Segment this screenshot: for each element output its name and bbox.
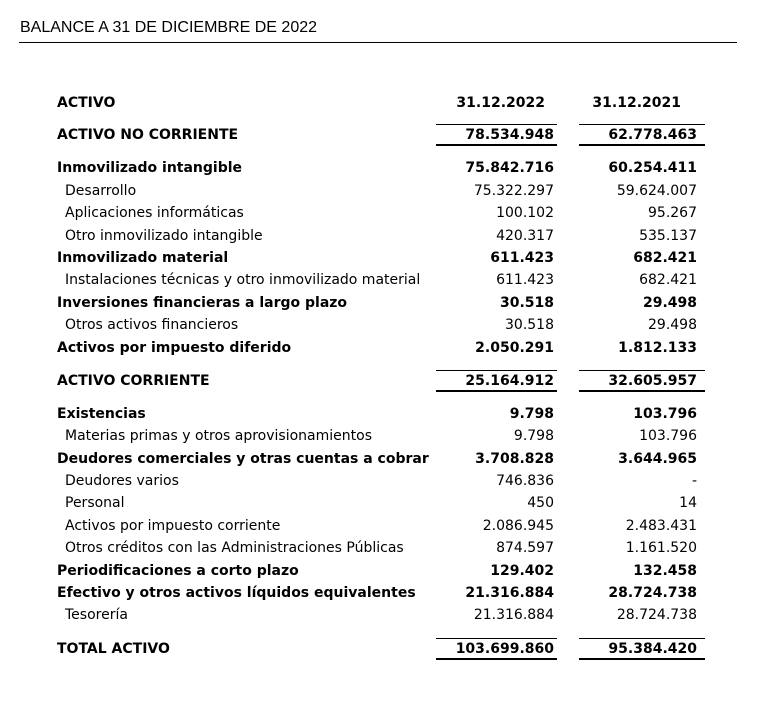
row-label: Aplicaciones informáticas <box>65 205 244 222</box>
row-label: Otros créditos con las Administraciones Públicas <box>65 540 404 557</box>
row-label: Deudores varios <box>65 473 179 490</box>
row-value-2022: 420.317 <box>496 227 554 244</box>
total-value-2022: 103.699.860 <box>455 640 554 657</box>
section-value-2021: 62.778.463 <box>608 127 697 144</box>
row-label: Materias primas y otros aprovisionamientos <box>65 428 372 445</box>
row-label: Desarrollo <box>65 182 137 199</box>
row-value-2022: 21.316.884 <box>473 607 554 624</box>
row-label: Efectivo y otros activos líquidos equivalentes <box>57 585 416 602</box>
row-value-2021: 29.498 <box>642 294 697 311</box>
row-value-2022: 129.402 <box>490 562 554 579</box>
row-label: Deudores comerciales y otras cuentas a cobrar <box>57 450 429 467</box>
document-title: BALANCE A 31 DE DICIEMBRE DE 2022 <box>20 19 318 36</box>
row-value-2022: 100.102 <box>496 205 554 222</box>
row-value-2022: 21.316.884 <box>465 585 554 602</box>
row-value-2021: 535.137 <box>639 227 697 244</box>
row-value-2022: 30.518 <box>505 317 554 334</box>
table-row <box>57 604 707 626</box>
section-label: ACTIVO CORRIENTE <box>57 372 210 389</box>
table-row <box>57 470 707 492</box>
header-col-2022: 31.12.2022 <box>456 95 545 111</box>
section-value-2022: 78.534.948 <box>465 127 554 144</box>
header-col-2021: 31.12.2021 <box>592 95 681 111</box>
section-value-2022: 25.164.912 <box>465 372 554 389</box>
total-value-2021: 95.384.420 <box>608 640 697 657</box>
row-label: Inversiones financieras a largo plazo <box>57 294 348 311</box>
row-value-2022: 611.423 <box>496 272 554 289</box>
row-value-2022: 9.798 <box>513 428 554 445</box>
row-label: Activos por impuesto diferido <box>57 339 292 356</box>
row-value-2021: 59.624.007 <box>616 182 697 199</box>
row-value-2021: 95.267 <box>648 205 697 222</box>
table-row <box>57 292 707 314</box>
table-header-row <box>57 92 707 114</box>
table-row <box>57 314 707 336</box>
row-label: Otro inmovilizado intangible <box>65 227 263 244</box>
total-activo-row <box>57 638 707 660</box>
row-value-2021: 29.498 <box>648 317 697 334</box>
row-value-2021: 1.812.133 <box>618 339 697 356</box>
table-row <box>57 448 707 470</box>
section-label: ACTIVO NO CORRIENTE <box>57 127 239 144</box>
row-label: Inmovilizado material <box>57 249 229 266</box>
row-value-2021: 14 <box>679 495 697 512</box>
table-row <box>57 157 707 179</box>
row-value-2022: 746.836 <box>496 473 554 490</box>
row-label: Instalaciones técnicas y otro inmovilizado material <box>65 272 421 289</box>
balance-table <box>57 92 707 660</box>
row-value-2021: 682.421 <box>633 249 697 266</box>
row-value-2022: 874.597 <box>496 540 554 557</box>
row-value-2022: 75.322.297 <box>473 182 554 199</box>
row-value-2021: 60.254.411 <box>608 160 697 177</box>
row-value-2021: 103.796 <box>639 428 697 445</box>
header-activo: ACTIVO <box>57 95 116 111</box>
row-label: Activos por impuesto corriente <box>65 517 281 534</box>
row-value-2022: 450 <box>527 495 554 512</box>
row-value-2021: 2.483.431 <box>625 517 697 534</box>
row-label: Otros activos financieros <box>65 317 239 334</box>
table-row <box>57 537 707 559</box>
table-row <box>57 425 707 447</box>
table-row <box>57 337 707 359</box>
row-value-2022: 9.798 <box>509 405 554 422</box>
section-value-2021: 32.605.957 <box>608 372 697 389</box>
row-value-2022: 2.086.945 <box>482 517 554 534</box>
row-value-2021: - <box>691 473 697 490</box>
row-value-2021: 103.796 <box>633 405 697 422</box>
table-row <box>57 582 707 604</box>
row-value-2022: 3.708.828 <box>475 450 554 467</box>
section-activo-corriente <box>57 370 707 392</box>
row-label: Existencias <box>57 405 146 422</box>
row-value-2021: 28.724.738 <box>616 607 697 624</box>
row-value-2022: 30.518 <box>499 294 554 311</box>
total-label: TOTAL ACTIVO <box>57 640 170 657</box>
row-value-2021: 1.161.520 <box>625 540 697 557</box>
section-activo-no-corriente <box>57 124 707 146</box>
row-label: Personal <box>65 495 125 512</box>
table-row <box>57 247 707 269</box>
table-row <box>57 269 707 291</box>
row-value-2022: 75.842.716 <box>465 160 554 177</box>
row-value-2021: 3.644.965 <box>618 450 697 467</box>
row-label: Inmovilizado intangible <box>57 160 243 177</box>
title-underline <box>19 42 737 43</box>
row-value-2022: 2.050.291 <box>475 339 554 356</box>
row-label: Periodificaciones a corto plazo <box>57 562 299 579</box>
row-value-2022: 611.423 <box>490 249 554 266</box>
table-row <box>57 180 707 202</box>
row-value-2021: 132.458 <box>633 562 697 579</box>
table-row <box>57 202 707 224</box>
table-row <box>57 403 707 425</box>
table-row <box>57 492 707 514</box>
row-label: Tesorería <box>65 607 128 624</box>
table-row <box>57 560 707 582</box>
table-row <box>57 225 707 247</box>
row-value-2021: 682.421 <box>639 272 697 289</box>
row-value-2021: 28.724.738 <box>608 585 697 602</box>
table-row <box>57 515 707 537</box>
